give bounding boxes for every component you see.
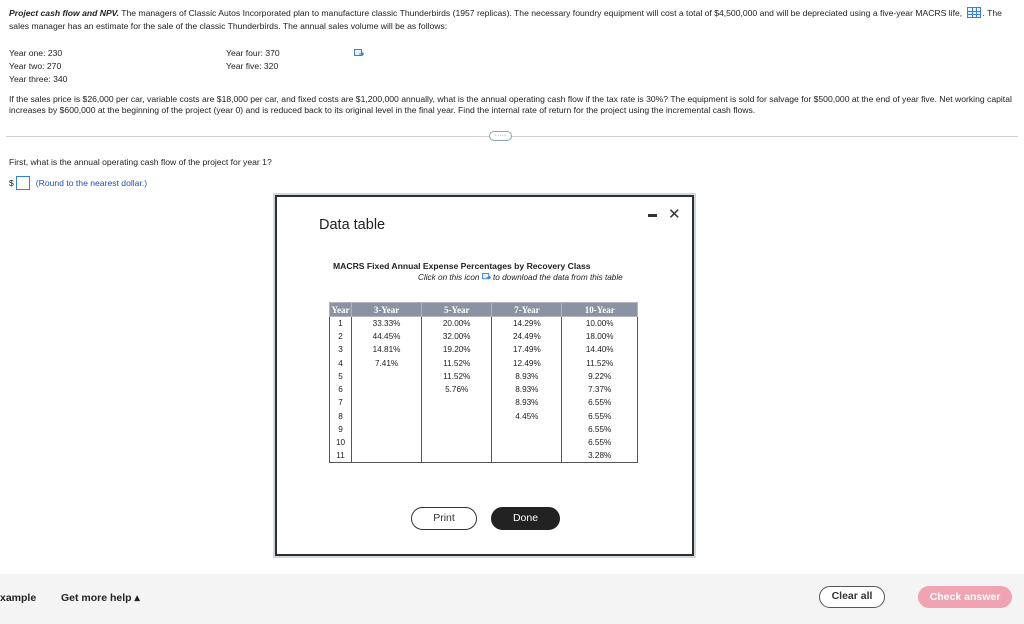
expand-more-button[interactable]: ····· — [489, 131, 512, 141]
table-year-cell: 3 — [330, 343, 352, 356]
table-cell: 8.93% — [492, 383, 562, 396]
table-year-cell: 1 — [330, 317, 352, 330]
table-cell — [492, 423, 562, 436]
table-cell: 8.93% — [492, 370, 562, 383]
check-answer-button[interactable]: Check answer — [918, 586, 1012, 608]
table-heading: MACRS Fixed Annual Expense Percentages by Recovery Class — [333, 261, 591, 271]
table-year-cell: 6 — [330, 383, 352, 396]
table-cell: 6.55% — [562, 423, 638, 436]
table-cell: 32.00% — [422, 330, 492, 343]
table-cell: 6.55% — [562, 410, 638, 423]
table-header-cell: 5-Year — [422, 303, 492, 317]
get-more-help-button[interactable]: Get more help ▴ — [61, 592, 140, 604]
volume-year-two: Year two: 270 — [9, 61, 62, 71]
table-cell: 18.00% — [562, 330, 638, 343]
clear-all-button[interactable]: Clear all — [819, 586, 885, 608]
table-cell: 4.45% — [492, 410, 562, 423]
table-cell: 8.93% — [492, 396, 562, 409]
table-row — [330, 330, 638, 343]
table-cell: 24.49% — [492, 330, 562, 343]
volume-year-one: Year one: 230 — [9, 48, 63, 58]
table-cell: 6.55% — [562, 396, 638, 409]
table-cell: 33.33% — [352, 317, 422, 330]
table-row — [330, 396, 638, 409]
table-header-cell: 3-Year — [352, 303, 422, 317]
volume-year-three: Year three: 340 — [9, 74, 68, 84]
problem-text-a: The managers of Classic Autos Incorporated plan to manufacture classic Thunderbirds (1957 replicas). The necessary foundry equipment will cost a total of $4,500,000 and will be depreciated using a five-year MACRS life, — [119, 8, 963, 18]
footer-bar — [0, 574, 1024, 624]
table-year-cell: 7 — [330, 396, 352, 409]
table-row — [330, 343, 638, 356]
table-cell: 14.40% — [562, 343, 638, 356]
table-cell — [352, 423, 422, 436]
table-row — [330, 410, 638, 423]
print-button[interactable]: Print — [411, 507, 477, 530]
question-text: If the sales price is $26,000 per car, variable costs are $18,000 per car, and fixed costs are $1,200,000 annually, what is the annual operating cash flow if the tax rate is 30%? The equipment is sold for salvage for $500,000 at the end of year five. Net working capital increases by $600,000 at the beginning of the project (year 0) and is reduced back to its original level in the final year. Find the internal rate of return for the project using the incremental cash flows. — [9, 94, 1012, 115]
table-cell — [352, 383, 422, 396]
answer-input[interactable] — [16, 176, 30, 190]
table-cell — [352, 410, 422, 423]
problem-text-b: . The sales manager has an estimate for the sale of the classic Thunderbirds. The annual sales volume will be as follows: — [9, 8, 1002, 31]
data-table-dialog — [275, 195, 694, 556]
example-button[interactable]: xample — [0, 592, 37, 604]
divider — [6, 136, 1018, 137]
table-cell: 11.52% — [562, 356, 638, 369]
done-button[interactable]: Done — [491, 507, 560, 530]
macrs-table — [329, 302, 638, 463]
table-header-cell: 10-Year — [562, 303, 638, 317]
table-cell: 6.55% — [562, 436, 638, 449]
table-year-cell: 8 — [330, 410, 352, 423]
table-year-cell: 5 — [330, 370, 352, 383]
table-year-cell: 11 — [330, 449, 352, 462]
table-cell: 14.29% — [492, 317, 562, 330]
subheading-text-a: Click on this icon — [418, 273, 480, 282]
table-cell — [352, 436, 422, 449]
table-cell: 7.37% — [562, 383, 638, 396]
problem-title: Project cash flow and NPV. — [9, 8, 120, 18]
table-cell: 12.49% — [492, 356, 562, 369]
data-table-icon[interactable] — [967, 7, 981, 18]
table-cell: 10.00% — [562, 317, 638, 330]
table-header-cell: 7-Year — [492, 303, 562, 317]
table-cell — [422, 396, 492, 409]
table-row — [330, 436, 638, 449]
table-cell: 7.41% — [352, 356, 422, 369]
rounding-hint: (Round to the nearest dollar.) — [35, 178, 148, 188]
table-row — [330, 449, 638, 462]
table-year-cell: 10 — [330, 436, 352, 449]
table-cell: 44.45% — [352, 330, 422, 343]
table-cell: 14.81% — [352, 343, 422, 356]
table-cell: 9.22% — [562, 370, 638, 383]
table-cell: 17.49% — [492, 343, 562, 356]
currency-sign: $ — [9, 178, 14, 188]
table-cell — [352, 396, 422, 409]
part1-prompt: First, what is the annual operating cash flow of the project for year 1? — [9, 157, 272, 167]
table-cell — [422, 423, 492, 436]
table-cell — [422, 410, 492, 423]
volume-year-five: Year five: 320 — [226, 61, 279, 71]
download-icon[interactable] — [354, 49, 364, 58]
close-icon[interactable]: ✕ — [668, 206, 681, 223]
table-cell — [492, 449, 562, 462]
table-row — [330, 383, 638, 396]
table-row — [330, 370, 638, 383]
table-cell — [422, 449, 492, 462]
problem-statement — [9, 7, 1014, 32]
table-cell: 5.76% — [422, 383, 492, 396]
table-cell — [352, 370, 422, 383]
table-cell — [422, 436, 492, 449]
table-year-cell: 9 — [330, 423, 352, 436]
download-icon[interactable] — [482, 273, 491, 281]
table-cell — [492, 436, 562, 449]
table-header-cell: Year — [331, 304, 350, 315]
table-cell: 11.52% — [422, 356, 492, 369]
table-cell: 19.20% — [422, 343, 492, 356]
volume-year-four: Year four: 370 — [226, 48, 280, 58]
table-cell: 20.00% — [422, 317, 492, 330]
table-row — [330, 356, 638, 369]
minimize-icon[interactable] — [648, 214, 657, 217]
table-row — [330, 423, 638, 436]
answer-row — [9, 176, 147, 190]
table-subheading — [418, 273, 623, 282]
table-cell: 3.28% — [562, 449, 638, 462]
table-year-cell: 4 — [330, 356, 352, 369]
table-cell — [352, 449, 422, 462]
table-row — [330, 317, 638, 330]
dialog-title: Data table — [319, 217, 386, 233]
table-cell: 11.52% — [422, 370, 492, 383]
table-year-cell: 2 — [330, 330, 352, 343]
subheading-text-b: to download the data from this table — [493, 273, 623, 282]
